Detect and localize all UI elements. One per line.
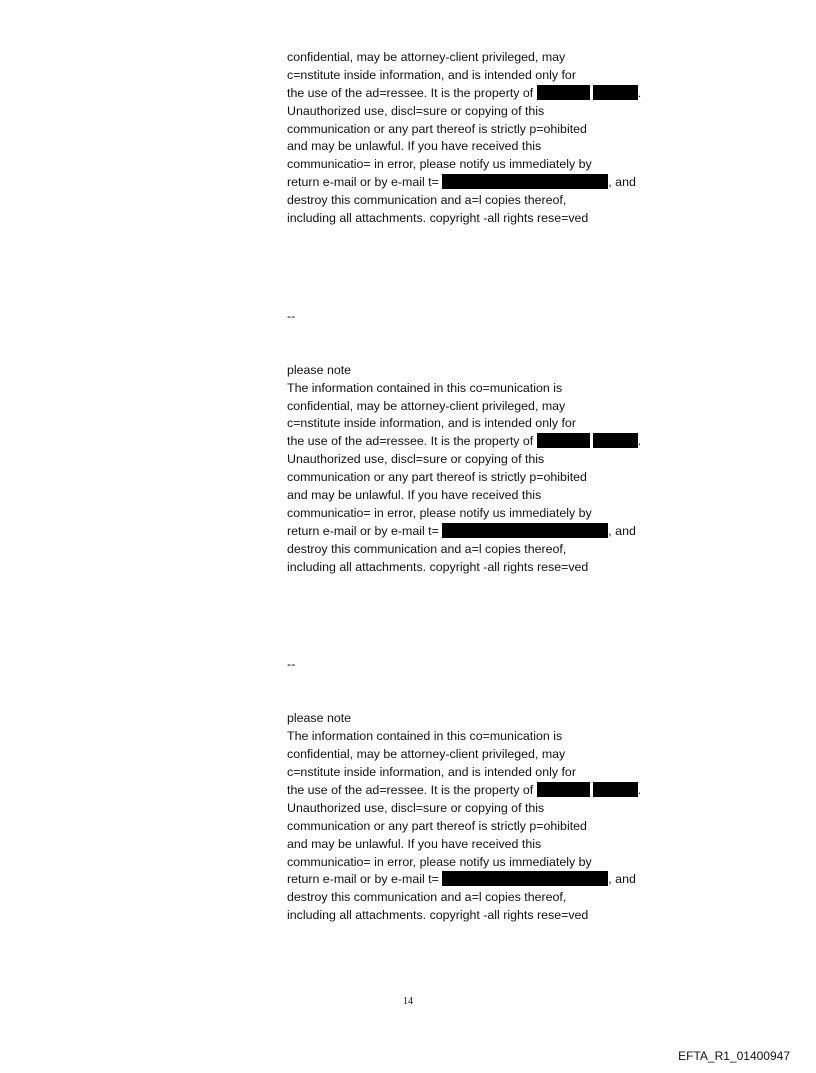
document-body xyxy=(287,49,687,925)
text-fragment: return e-mail or by e-mail t= xyxy=(287,872,439,887)
text-line: and may be unlawful. If you have received this xyxy=(287,836,542,851)
text-line: c=nstitute inside information, and is intended only for xyxy=(287,67,576,82)
separator: -- xyxy=(287,308,296,323)
text-line: and may be unlawful. If you have received this xyxy=(287,139,542,154)
text-line: communicatio= in error, please notify us immediately by xyxy=(287,157,592,172)
text-line: including all attachments. copyright -all rights rese=ved xyxy=(287,908,589,923)
redaction-box xyxy=(442,174,608,189)
text-fragment: , and xyxy=(608,872,636,887)
disclaimer-block-2 xyxy=(287,362,687,577)
redaction-box xyxy=(442,523,608,538)
text-line: communicatio= in error, please notify us immediately by xyxy=(287,505,592,520)
redaction-box xyxy=(537,433,590,448)
redaction-box xyxy=(537,782,590,797)
redaction-box xyxy=(442,871,608,886)
text-fragment: . xyxy=(637,434,642,449)
text-line: confidential, may be attorney-client privileged, may xyxy=(287,398,566,413)
block-heading: please note xyxy=(287,711,352,726)
text-line: communication or any part thereof is strictly p=ohibited xyxy=(287,121,587,136)
text-line: communication or any part thereof is strictly p=ohibited xyxy=(287,470,587,485)
text-fragment: the use of the ad=ressee. It is the property of xyxy=(287,434,534,449)
text-fragment: , and xyxy=(608,175,636,190)
text-line: Unauthorized use, discl=sure or copying of this xyxy=(287,103,545,118)
text-line xyxy=(287,782,687,800)
text-line: destroy this communication and a=l copies thereof, xyxy=(287,890,567,905)
separator: -- xyxy=(287,657,296,672)
redaction-box xyxy=(593,782,638,797)
text-line: destroy this communication and a=l copies thereof, xyxy=(287,541,567,556)
text-line: confidential, may be attorney-client privileged, may xyxy=(287,50,566,64)
text-line: Unauthorized use, discl=sure or copying of this xyxy=(287,800,545,815)
text-line: confidential, may be attorney-client privileged, may xyxy=(287,747,566,762)
text-line xyxy=(287,523,687,541)
disclaimer-block-1 xyxy=(287,49,687,228)
text-fragment: the use of the ad=ressee. It is the property of xyxy=(287,85,534,100)
text-line: including all attachments. copyright -all rights rese=ved xyxy=(287,211,589,226)
text-line: communication or any part thereof is strictly p=ohibited xyxy=(287,818,587,833)
text-line: c=nstitute inside information, and is intended only for xyxy=(287,416,576,431)
text-line xyxy=(287,85,687,103)
page-number: 14 xyxy=(403,996,413,1007)
text-fragment: return e-mail or by e-mail t= xyxy=(287,523,439,538)
disclaimer-block-3 xyxy=(287,710,687,925)
text-line: Unauthorized use, discl=sure or copying of this xyxy=(287,452,545,467)
text-line: including all attachments. copyright -all rights rese=ved xyxy=(287,559,589,574)
text-line xyxy=(287,174,687,192)
document-id-footer: EFTA_R1_01400947 xyxy=(678,1049,790,1063)
redaction-box xyxy=(537,85,590,100)
redaction-box xyxy=(593,85,638,100)
redaction-box xyxy=(593,433,638,448)
text-line: The information contained in this co=munication is xyxy=(287,380,563,395)
text-fragment: . xyxy=(637,782,642,797)
text-line: The information contained in this co=munication is xyxy=(287,729,563,744)
text-fragment: , and xyxy=(608,523,636,538)
text-line: destroy this communication and a=l copies thereof, xyxy=(287,193,567,208)
text-line xyxy=(287,871,687,889)
text-line: c=nstitute inside information, and is intended only for xyxy=(287,765,576,780)
block-heading: please note xyxy=(287,362,352,377)
text-fragment: . xyxy=(637,85,642,100)
text-fragment: the use of the ad=ressee. It is the property of xyxy=(287,782,534,797)
text-line xyxy=(287,433,687,451)
text-line: and may be unlawful. If you have received this xyxy=(287,488,542,503)
text-line: communicatio= in error, please notify us immediately by xyxy=(287,854,592,869)
text-fragment: return e-mail or by e-mail t= xyxy=(287,175,439,190)
